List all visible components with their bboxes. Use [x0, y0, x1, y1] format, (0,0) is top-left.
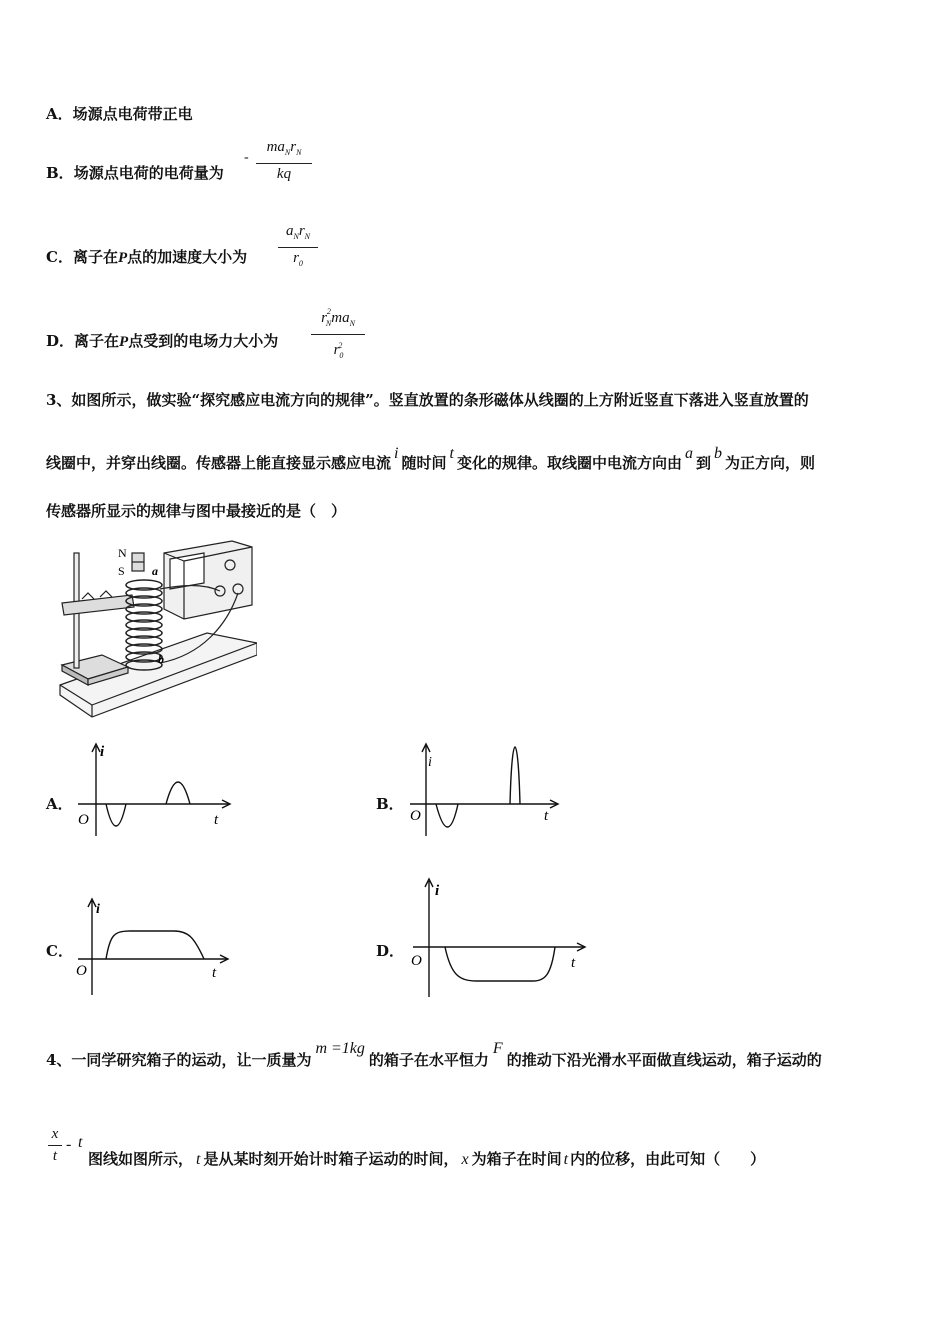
option-b-sign: -: [244, 150, 249, 165]
graph-b-positive-spike: [510, 747, 520, 804]
option-a-text: 场源点电荷带正电: [72, 105, 193, 123]
option-d-denominator: $r_0^2$: [333, 341, 344, 360]
point-p: P: [117, 250, 128, 266]
option-a-label: A．: [46, 105, 73, 123]
apparatus-figure: [52, 535, 257, 725]
apparatus-a: a: [152, 564, 158, 578]
graph-b-label: B．: [376, 795, 404, 813]
graph-a-negative-pulse: [106, 804, 126, 826]
option-b-numerator: $ma_Nr_N$: [266, 139, 302, 157]
q3-line1: 3、如图所示，做实验“探究感应电流方向的规律”。竖直放置的条形磁体从线圈的上方附近竖直下落进入竖直放置的: [46, 391, 809, 409]
apparatus-n: N: [118, 546, 127, 560]
option-b-denominator: kq: [276, 166, 292, 182]
graph-c-origin: O: [76, 963, 87, 979]
point-p-2: P: [119, 334, 129, 350]
graph-a-origin: O: [78, 812, 89, 828]
symbol-i: i: [394, 445, 399, 462]
graph-d-label: D．: [376, 942, 405, 960]
graph-c-label: C．: [46, 942, 73, 960]
graph-b-i: i: [428, 755, 432, 770]
q4-line2: 图线如图所示， t 是从某时刻开始计时箱子运动的时间， x 为箱子在时间 t 内的位移，由此可知（ ）: [88, 1150, 766, 1168]
graph-a-i: i: [100, 744, 105, 760]
option-d-numerator: $r^2_Nma_N$: [321, 307, 355, 328]
graph-b: [400, 740, 570, 840]
q4-line1: 4、一同学研究箱子的运动，让一质量为m =1kg的箱子在水平恒力F的推动下沿光滑水平面做直线运动，箱子运动的: [46, 1040, 822, 1069]
graph-d-negative-plateau: [445, 947, 555, 981]
graph-d: [405, 875, 590, 1000]
graph-d-origin: O: [411, 953, 422, 969]
option-d: D．离子在P点受到的电场力大小为: [46, 332, 279, 350]
graph-c-positive-plateau: [106, 931, 204, 959]
graph-a-positive-pulse: [166, 782, 190, 804]
x-over-t-fraction: [48, 1126, 62, 1165]
option-c-numerator: $a_Nr_N$: [285, 223, 311, 241]
graph-b-t: t: [544, 808, 549, 824]
option-c-label: C．: [46, 248, 73, 266]
option-c: C．离子在P点的加速度大小为: [46, 248, 248, 266]
graph-a: [70, 740, 245, 840]
symbol-t: t: [449, 445, 454, 462]
graph-d-i: i: [435, 883, 440, 899]
option-d-label: D．: [46, 332, 75, 350]
graph-a-label: A．: [46, 795, 73, 813]
option-c-denominator: $r_0$: [293, 250, 303, 268]
option-b-text: 场源点电荷的电荷量为: [73, 164, 224, 182]
graph-c-i: i: [96, 902, 100, 917]
graph-d-t: t: [571, 955, 576, 971]
force-symbol: F: [492, 1040, 503, 1057]
t-variable: t: [78, 1134, 83, 1151]
symbol-b: b: [713, 445, 722, 462]
graph-c-t: t: [212, 965, 217, 981]
q3-line2: 线圈中，并穿出线圈。传感器上能直接显示感应电流i随时间t变化的规律。取线圈中电流方向由a到b为正方向，则: [46, 445, 815, 472]
graph-c: [70, 895, 240, 1000]
x-over-t-numerator: x: [51, 1126, 59, 1142]
dash: -: [66, 1136, 72, 1153]
mass-expression: m =1kg: [315, 1040, 365, 1057]
apparatus-b: b: [158, 652, 164, 666]
option-d-fraction: [311, 305, 365, 364]
q3-line3: 传感器所显示的规律与图中最接近的是（ ）: [46, 502, 347, 520]
x-over-t-denominator: t: [52, 1148, 58, 1164]
symbol-a: a: [684, 445, 693, 462]
option-a: [46, 103, 193, 124]
apparatus-s: S: [118, 564, 125, 578]
option-c-fraction: [278, 223, 318, 272]
option-b: [46, 162, 224, 183]
option-b-label: B．: [46, 164, 74, 182]
graph-b-origin: O: [410, 808, 421, 824]
graph-b-negative-pulse: [436, 804, 458, 827]
graph-a-t: t: [214, 812, 219, 828]
option-b-fraction: [256, 139, 312, 183]
